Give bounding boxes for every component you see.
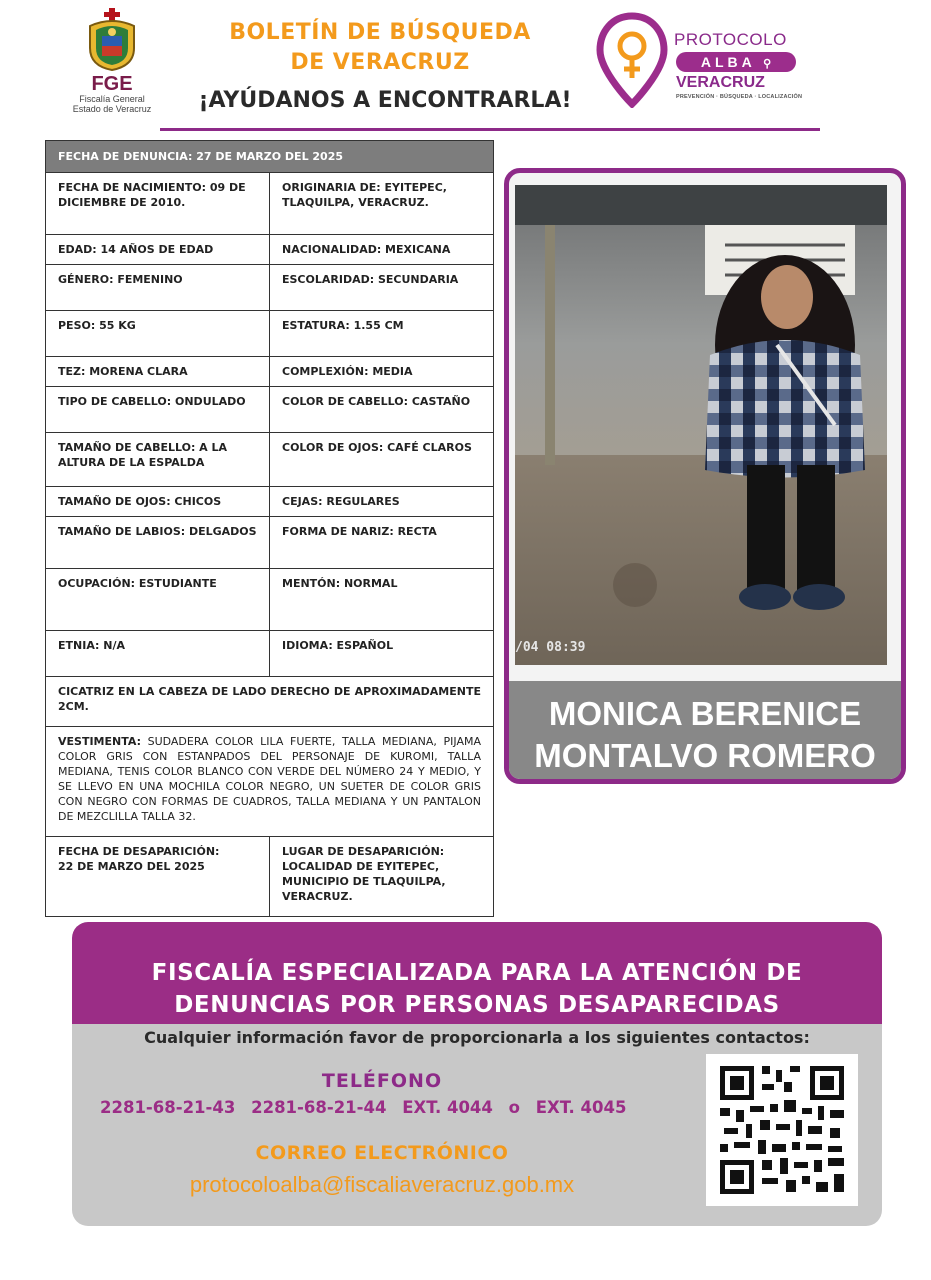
fecha-desaparicion-cell (46, 837, 270, 917)
alba-line-1: PROTOCOLO (674, 30, 787, 49)
vestimenta-text: SUDADERA COLOR LILA FUERTE, TALLA MEDIANA, PIJAMA COLOR GRIS CON ESTANPADOS DEL PERSONAJE DE KUROMI, TALLA MEDIANA, TENIS COLOR BLANCO CON VERDE DEL NÚMERO 24 Y MEDIO, Y SE LLEVO EN UNA MOCHILA COLOR NEGRO, UN SUETER DE COLOR GRIS CON NEGRO CON FORMAS DE CUADROS, TALLA MEDIANA Y UN PANTALON DE MEZCLILLA TALLA 32. (58, 735, 481, 823)
agency-title-line-1: FISCALÍA ESPECIALIZADA PARA LA ATENCIÓN DE (151, 960, 803, 986)
person-name-line-2: MONTALVO ROMERO (534, 737, 876, 774)
cejas: CEJAS: REGULARES (270, 487, 494, 517)
agency-title-line-2: DENUNCIAS POR PERSONAS DESAPARECIDAS (174, 992, 780, 1018)
fge-name-line-2: Estado de Veracruz (72, 104, 152, 114)
phone-number-2[interactable]: 2281-68-21-44 (251, 1098, 387, 1117)
extension-separator: o (508, 1098, 520, 1117)
alba-pill-text: ALBA (700, 54, 756, 70)
bulletin-title-line-2: DE VERACRUZ (290, 50, 470, 75)
complexion: COMPLEXIÓN: MEDIA (270, 357, 494, 387)
alba-tagline: PREVENCIÓN · BÚSQUEDA · LOCALIZACIÓN (676, 94, 803, 100)
fecha-nacimiento: FECHA DE NACIMIENTO: 09 DE DICIEMBRE DE 2010. (46, 173, 270, 235)
nacionalidad: NACIONALIDAD: MEXICANA (270, 235, 494, 265)
lugar-desaparicion-value: LOCALIDAD DE EYITEPEC, MUNICIPIO DE TLAQUILPA, VERACRUZ. (282, 860, 446, 903)
lugar-desaparicion-label: LUGAR DE DESAPARICIÓN: (282, 845, 445, 858)
tipo-cabello: TIPO DE CABELLO: ONDULADO (46, 387, 270, 433)
fge-name-line-1: Fiscalía General (79, 94, 145, 104)
tamano-ojos: TAMAÑO DE OJOS: CHICOS (46, 487, 270, 517)
qr-code-icon (706, 1054, 858, 1206)
idioma: IDIOMA: ESPAÑOL (270, 631, 494, 677)
coat-of-arms-icon (82, 8, 142, 72)
originaria: ORIGINARIA DE: EYITEPEC, TLAQUILPA, VERACRUZ. (270, 173, 494, 235)
contact-intro: Cualquier información favor de proporcionarla a los siguientes contactos: (144, 1028, 810, 1047)
person-name-line-1: MONICA BERENICE (548, 695, 862, 732)
genero: GÉNERO: FEMENINO (46, 265, 270, 311)
tez: TEZ: MORENA CLARA (46, 357, 270, 387)
protocolo-alba-logo (596, 12, 816, 108)
forma-nariz: FORMA DE NARIZ: RECTA (270, 517, 494, 569)
fge-acronym: FGE (91, 73, 133, 95)
color-cabello: COLOR DE CABELLO: CASTAÑO (270, 387, 494, 433)
photo-card (504, 168, 906, 784)
alba-pill (676, 52, 796, 72)
menton: MENTÓN: NORMAL (270, 569, 494, 631)
extension-1: EXT. 4044 (402, 1098, 493, 1117)
photo-timestamp: /04 08:39 (515, 640, 586, 655)
person-details-table (45, 140, 494, 917)
vestimenta-label: VESTIMENTA: (58, 735, 141, 748)
alba-line-2: VERACRUZ (676, 74, 765, 91)
etnia: ETNIA: N/A (46, 631, 270, 677)
fecha-denuncia: FECHA DE DENUNCIA: 27 DE MARZO DEL 2025 (46, 141, 494, 173)
cicatriz: CICATRIZ EN LA CABEZA DE LADO DERECHO DE APROXIMADAMENTE 2CM. (46, 677, 494, 727)
email-address[interactable]: protocoloalba@fiscaliaveracruz.gob.mx (189, 1172, 575, 1197)
qr-code[interactable] (706, 1054, 858, 1206)
phone-number-1[interactable]: 2281-68-21-43 (100, 1098, 236, 1117)
color-ojos: COLOR DE OJOS: CAFÉ CLAROS (270, 433, 494, 487)
vestimenta-cell (46, 727, 494, 837)
ocupacion: OCUPACIÓN: ESTUDIANTE (46, 569, 270, 631)
magnifier-icon: ⚲ (763, 58, 772, 70)
bulletin-subtitle: ¡AYÚDANOS A ENCONTRARLA! (198, 88, 572, 113)
edad: EDAD: 14 AÑOS DE EDAD (46, 235, 270, 265)
fge-logo (62, 8, 162, 120)
extension-2: EXT. 4045 (535, 1098, 627, 1117)
fecha-desaparicion-value: 22 DE MARZO DEL 2025 (58, 860, 205, 873)
fecha-desaparicion-label: FECHA DE DESAPARICIÓN: (58, 845, 220, 858)
contact-panel (72, 922, 882, 1226)
missing-person-photo (515, 185, 887, 665)
estatura: ESTATURA: 1.55 CM (270, 311, 494, 357)
tamano-labios: TAMAÑO DE LABIOS: DELGADOS (46, 517, 270, 569)
escolaridad: ESCOLARIDAD: SECUNDARIA (270, 265, 494, 311)
bulletin-title-line-1: BOLETÍN DE BÚSQUEDA (229, 20, 531, 45)
person-photo-illustration (515, 185, 887, 665)
peso: PESO: 55 KG (46, 311, 270, 357)
phone-numbers (100, 1098, 700, 1117)
lugar-desaparicion-cell (270, 837, 494, 917)
header-divider (160, 128, 820, 131)
email-label: CORREO ELECTRÓNICO (255, 1142, 509, 1164)
tamano-cabello: TAMAÑO DE CABELLO: A LA ALTURA DE LA ESPALDA (46, 433, 270, 487)
female-pin-icon (596, 12, 668, 108)
phone-label: TELÉFONO (321, 1070, 443, 1092)
